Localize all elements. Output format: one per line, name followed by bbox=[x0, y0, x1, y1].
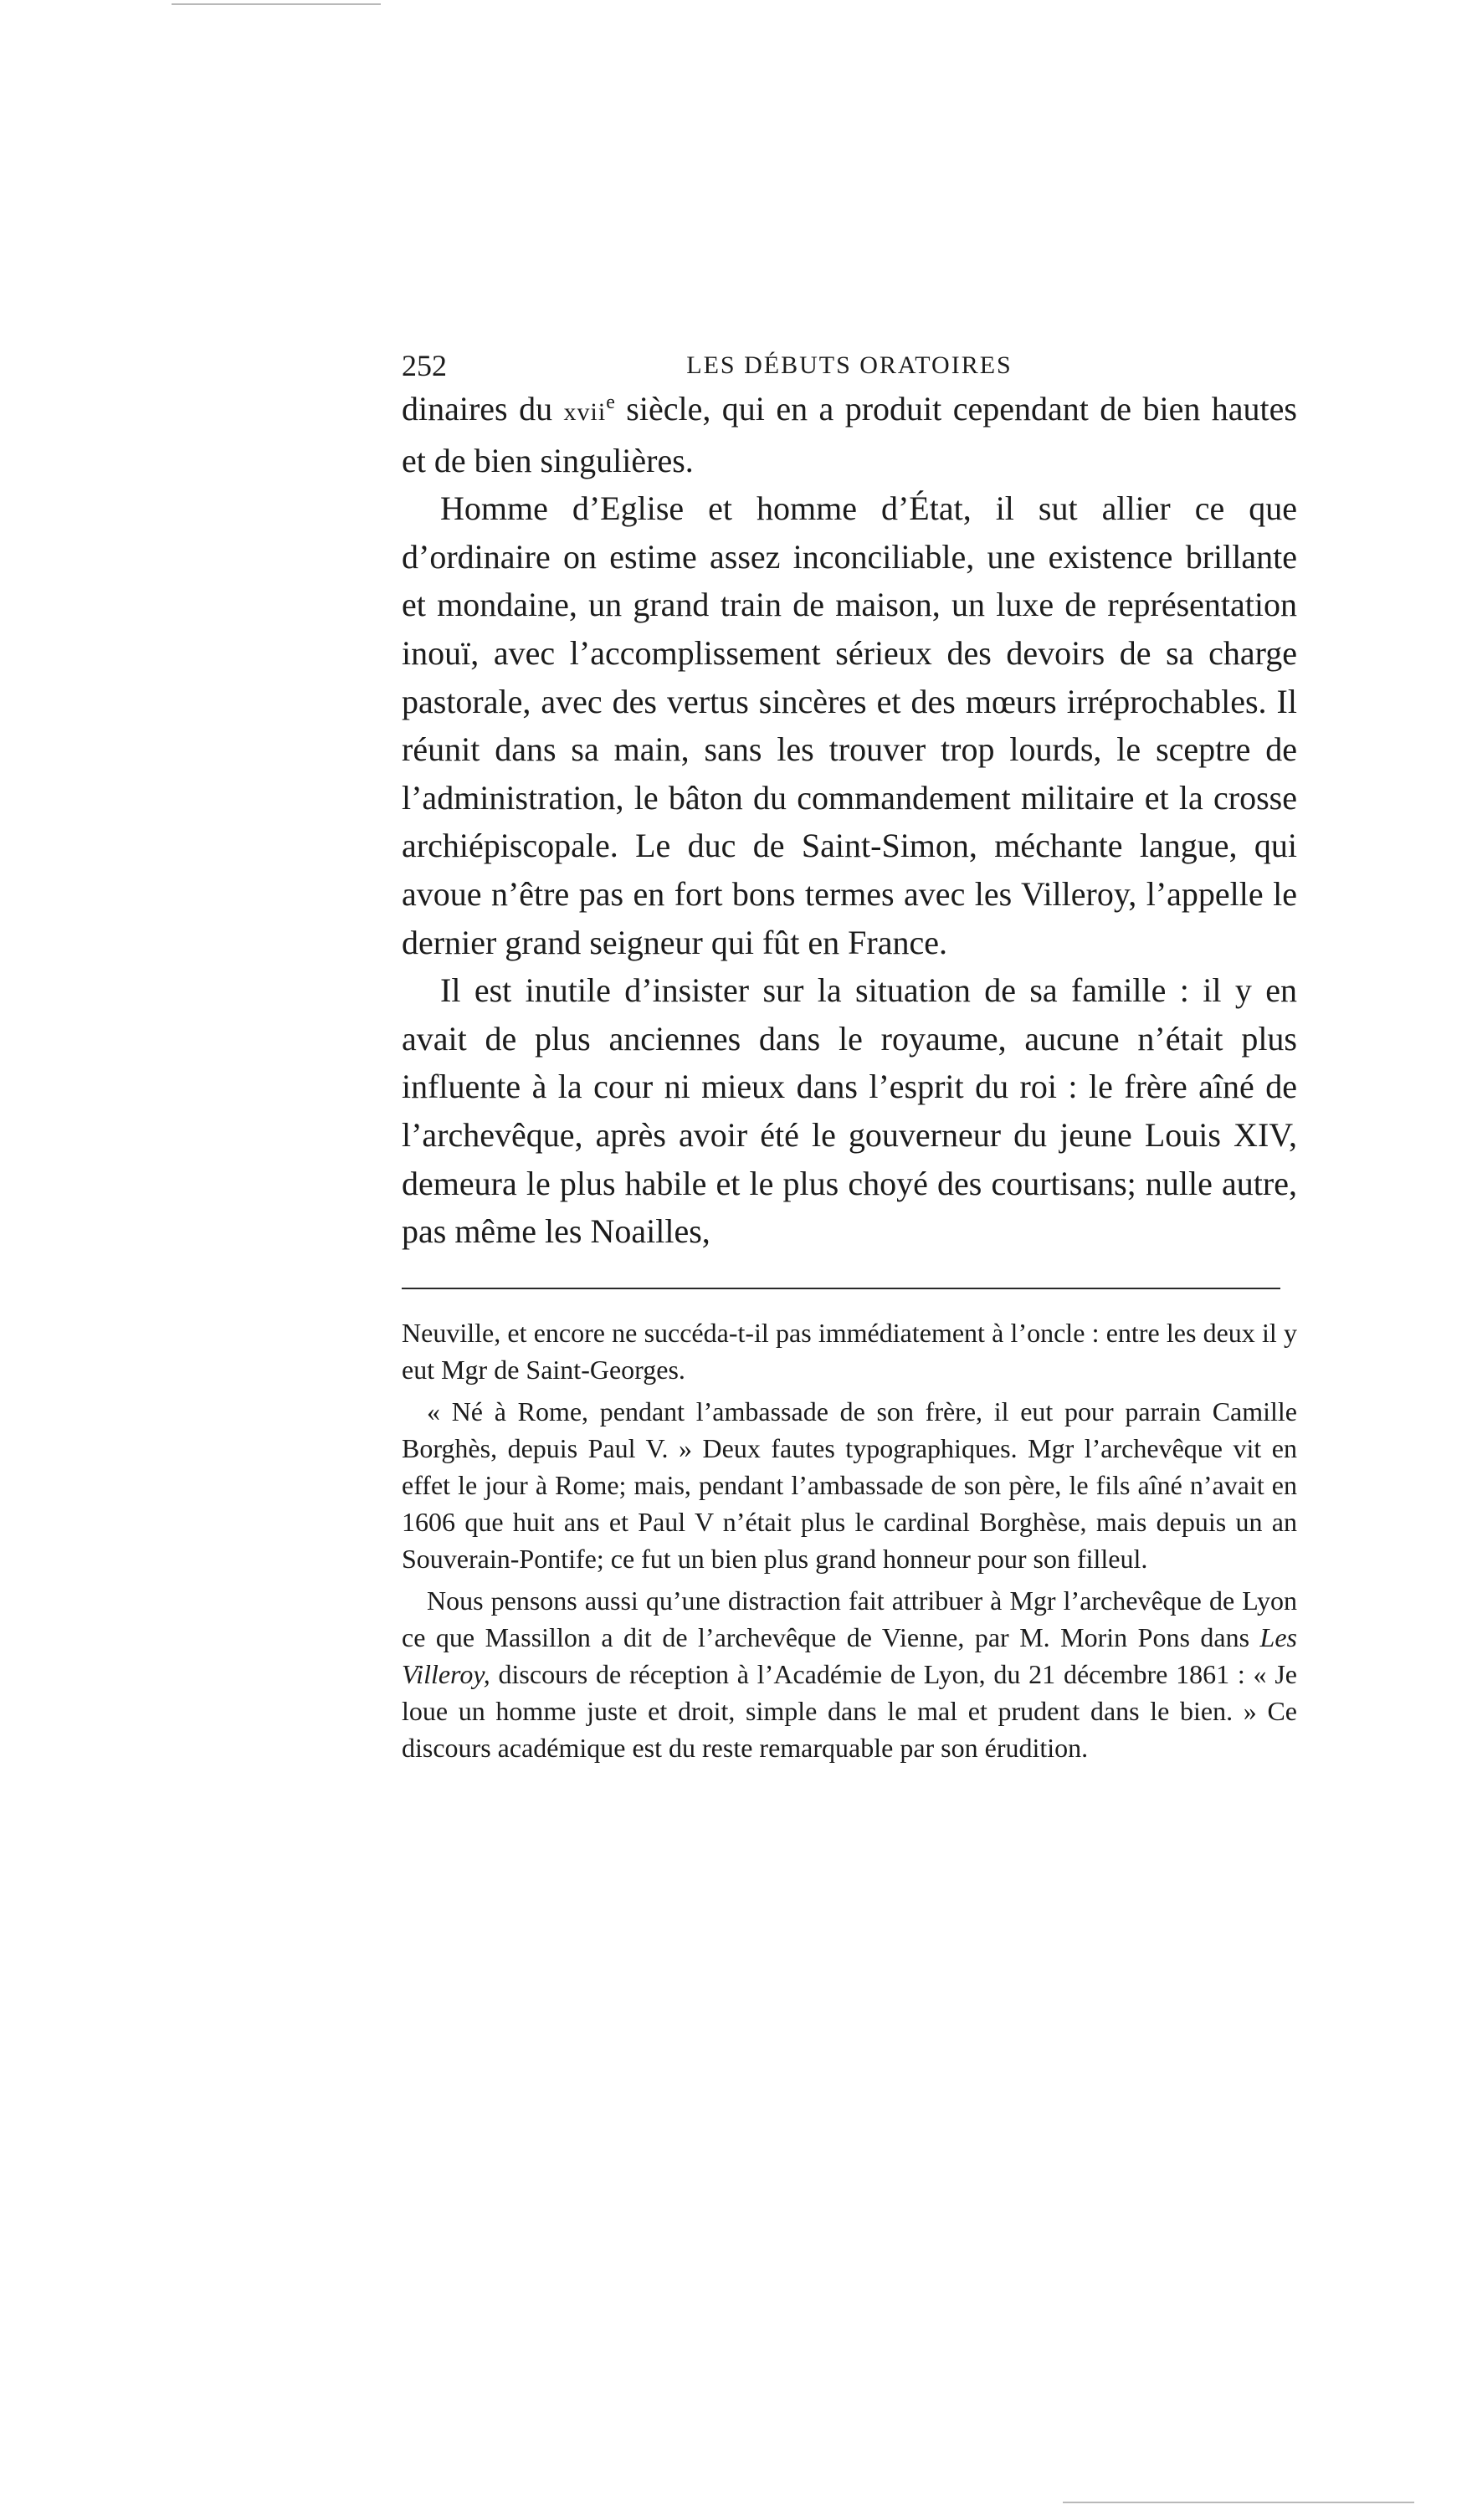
footnote-rule bbox=[402, 1288, 1280, 1289]
running-title: LES DÉBUTS ORATOIRES bbox=[686, 351, 1013, 379]
book-page bbox=[402, 343, 1297, 1771]
scan-mark-bottom bbox=[1063, 2502, 1414, 2503]
paragraph-3: Il est inutile d’insister sur la situation de sa famille : il y en avait de plus anciennes dans le royaume, aucune n’était plus influente à la cour ni mieux dans l’esprit du roi : le frère aîné de l’archevêque, après avoir été le gouverneur du jeune Louis XIV, demeura le plus habile et le plus choyé des courtisans; nulle autre, pas même les Noailles, bbox=[402, 971, 1297, 1251]
footnote-1: Neuville, et encore ne succéda-t-il pas immédiatement à l’oncle : entre les deux il y eut Mgr de Saint-Georges. bbox=[402, 1317, 1297, 1385]
century-numeral: xvii bbox=[563, 398, 607, 426]
footnote-3-text-b: discours de réception à l’Académie de Lyon, du 21 décembre 1861 : « Je loue un homme juste et droit, simple dans le mal et prudent dans le bien. » Ce discours académique est du reste remarquable par son érudition. bbox=[402, 1658, 1297, 1763]
footnote-3 bbox=[402, 1582, 1297, 1766]
footnote-3-text-a: Nous pensons aussi qu’une distraction fait attribuer à Mgr l’archevêque de Lyon ce que Massillon a dit de l’archevêque de Vienne, par M. Morin Pons dans bbox=[402, 1585, 1297, 1652]
running-head bbox=[402, 343, 1297, 385]
footnote-3-book-title: Les Villeroy, bbox=[402, 1621, 1297, 1689]
paragraph-1-text-b: siècle, qui en a produit cependant de bien hautes et de bien singulières. bbox=[402, 390, 1297, 479]
footnotes bbox=[402, 1314, 1297, 1766]
paragraph-1-text-a: dinaires du bbox=[402, 390, 564, 428]
main-text bbox=[402, 385, 1297, 1256]
paragraph-1 bbox=[402, 385, 1297, 484]
scan-mark-top bbox=[172, 3, 381, 5]
footnote-2: « Né à Rome, pendant l’ambassade de son frère, il eut pour parrain Camille Borghès, depuis Paul V. » Deux fautes typographiques. Mgr l’archevêque vit en effet le jour à Rome; mais, pendant l’ambassade de son père, le fils aîné n’avait en 1606 que huit ans et Paul V n’était plus le cardinal Borghèse, mais depuis un an Souverain-Pontife; ce fut un bien plus grand honneur pour son filleul. bbox=[402, 1396, 1297, 1574]
century-superscript: e bbox=[606, 392, 615, 413]
page-number: 252 bbox=[402, 349, 447, 382]
paragraph-2: Homme d’Eglise et homme d’État, il sut allier ce que d’ordinaire on estime assez inconciliable, une existence brillante et mondaine, un grand train de maison, un luxe de représentation inouï, avec l’accomplissement sérieux des devoirs de sa charge pastorale, avec des vertus sincères et des mœurs irréprochables. Il réunit dans sa main, sans les trouver trop lourds, le sceptre de l’administration, le bâton du commandement militaire et la crosse archiépiscopale. Le duc de Saint-Simon, méchante langue, qui avoue n’être pas en fort bons termes avec les Villeroy, l’appelle le dernier grand seigneur qui fût en France. bbox=[402, 489, 1297, 961]
